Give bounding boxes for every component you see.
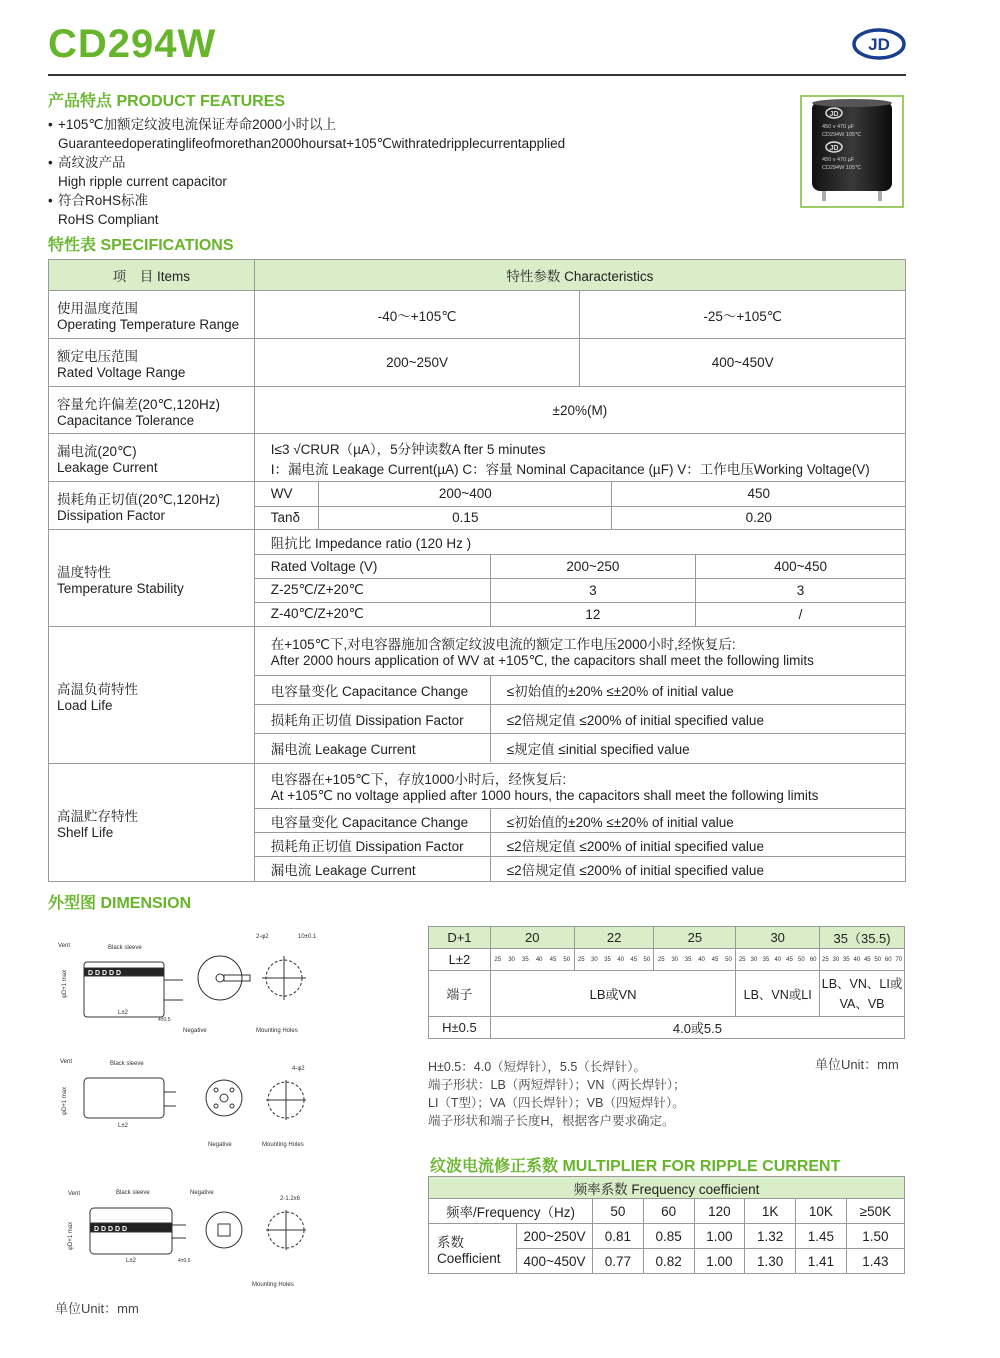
svg-text:Mounting Holes: Mounting Holes xyxy=(256,1028,298,1034)
row-label: 容量允许偏差(20℃,120Hz) Capacitance Tolerance xyxy=(49,387,255,434)
product-photo xyxy=(800,95,904,208)
length-value: 60 xyxy=(809,956,817,963)
coef-cell: 0.81 xyxy=(593,1224,644,1249)
l-label: L±2 xyxy=(429,949,491,971)
freq-label: 频率/Frequency（Hz) xyxy=(429,1199,593,1224)
jd-logo xyxy=(852,28,906,60)
dimension-notes xyxy=(428,1058,908,1130)
product-title: CD294W xyxy=(48,22,217,66)
ts-row-label: Z-40℃/Z+20℃ xyxy=(255,602,490,626)
h-value: 4.0或5.5 xyxy=(490,1017,904,1039)
ripple-table xyxy=(428,1176,905,1274)
length-value: 60 xyxy=(884,956,892,963)
freq-cell: 1K xyxy=(745,1199,796,1224)
diameter-cell: 35（35.5) xyxy=(820,927,905,949)
svg-text:450 v 470 µF: 450 v 470 µF xyxy=(822,157,855,163)
coef-cell: 1.30 xyxy=(745,1249,796,1274)
col-characteristics: 特性参数 Characteristics xyxy=(254,260,905,291)
coef-cell: 1.00 xyxy=(694,1249,745,1274)
svg-text:Negative: Negative xyxy=(208,1142,232,1148)
df-head: 450 xyxy=(612,482,905,506)
svg-text:Black sleeve: Black sleeve xyxy=(110,1061,144,1067)
svg-text:Mounting Holes: Mounting Holes xyxy=(262,1142,304,1148)
coef-cell: 1.32 xyxy=(745,1224,796,1249)
terminal-label: 端子 xyxy=(429,971,491,1017)
specifications-heading: 特性表 SPECIFICATIONS xyxy=(48,237,234,254)
svg-text:4±0.5: 4±0.5 xyxy=(178,1258,191,1264)
features-list xyxy=(48,115,748,229)
ll-key: 损耗角正切值 Dissipation Factor xyxy=(255,704,490,733)
freq-cell: 50 xyxy=(593,1199,644,1224)
dimension-heading: 外型图 DIMENSION xyxy=(48,895,192,912)
coefficient-label: 系数 Coefficient xyxy=(429,1224,517,1274)
row-label: 漏电流(20℃) Leakage Current xyxy=(49,434,255,482)
shelf-life-desc: 电容器在+105℃下，存放1000小时后，经恢复后: At +105℃ no voltage applied after 1000 hours, the capacitors shall meet the following limits xyxy=(255,765,905,809)
svg-text:JD: JD xyxy=(829,111,839,118)
sl-value: ≤初始值的±20% ≤±20% of initial value xyxy=(490,809,905,833)
load-life-desc: 在+105℃下,对电容器施加含额定纹波电流的额定工作电压2000小时,经恢复后: After 2000 hours application of WV at +105℃, the capacitors shall meet the following limits xyxy=(255,628,905,675)
df-subtable-cell xyxy=(254,482,905,530)
ts-value: / xyxy=(798,606,803,622)
feature-item-en: High ripple current capacitor xyxy=(58,174,227,189)
svg-text:Vent: Vent xyxy=(58,943,71,949)
svg-text:Negative: Negative xyxy=(190,1190,214,1196)
cell-value: I≤3 √CRUR（µA），5分钟读数A fter 5 minutes I：漏电流 Leakage Current(µA) C：容量 Nominal Capacitance (µF) V：工作电压Working Voltage(V) xyxy=(254,434,905,482)
sl-key: 漏电流 Leakage Current xyxy=(255,857,490,881)
row-label: 损耗角正切值(20℃,120Hz) Dissipation Factor xyxy=(49,482,255,530)
svg-text:φD+1 max: φD+1 max xyxy=(68,1221,74,1250)
length-value: 45 xyxy=(630,956,638,963)
length-value: 30 xyxy=(508,956,515,963)
length-value: 40 xyxy=(617,956,624,963)
df-value: 0.15 xyxy=(319,506,612,529)
shelf-life-cell xyxy=(254,764,905,882)
svg-text:Vent: Vent xyxy=(68,1191,81,1197)
svg-text:Black sleeve: Black sleeve xyxy=(116,1190,150,1196)
svg-text:Negative: Negative xyxy=(183,1028,207,1034)
length-value: 30 xyxy=(671,956,678,963)
sl-value: ≤2倍规定值 ≤200% of initial specified value xyxy=(490,833,905,857)
note-line: H±0.5：4.0（短焊针），5.5（长焊针）。 xyxy=(428,1060,647,1074)
ts-value: 12 xyxy=(490,602,695,626)
svg-text:Mounting Holes: Mounting Holes xyxy=(252,1282,294,1288)
coef-cell: 1.43 xyxy=(846,1249,904,1274)
coef-cell: 1.00 xyxy=(694,1224,745,1249)
length-value: 30 xyxy=(591,956,598,963)
length-group xyxy=(654,949,736,971)
df-wv: WV xyxy=(255,482,319,506)
diameter-cell: 22 xyxy=(574,927,654,949)
col-items: 项 目 Items xyxy=(49,260,255,291)
impedance-title: 阻抗比 Impedance ratio (120 Hz ) xyxy=(255,530,905,554)
feature-item: • +105℃加额定纹波电流保证寿命2000小时以上 xyxy=(48,117,337,132)
svg-text:Vent: Vent xyxy=(60,1059,73,1065)
features-heading: 产品特点 PRODUCT FEATURES xyxy=(48,93,286,110)
svg-text:L±2: L±2 xyxy=(126,1258,136,1264)
cell-value: 400~450V xyxy=(580,339,906,387)
length-value: 50 xyxy=(797,956,805,963)
coef-cell: 0.82 xyxy=(643,1249,694,1274)
ts-value: 3 xyxy=(696,578,905,602)
sl-key: 电容量变化 Capacitance Change xyxy=(255,809,490,833)
ll-key: 电容量变化 Capacitance Change xyxy=(255,675,490,704)
length-value: 25 xyxy=(738,956,746,963)
row-label: 额定电压范围 Rated Voltage Range xyxy=(49,339,255,387)
terminal-value: LB、VN或LI xyxy=(736,971,820,1017)
length-value: 40 xyxy=(698,956,705,963)
feature-item: • 高纹波产品 xyxy=(48,155,126,170)
svg-text:4-φ2: 4-φ2 xyxy=(292,1066,305,1072)
length-value: 50 xyxy=(725,956,732,963)
sl-key: 损耗角正切值 Dissipation Factor xyxy=(255,833,490,857)
svg-text:L±2: L±2 xyxy=(118,1123,128,1129)
length-group xyxy=(820,949,905,971)
feature-item-en: Guaranteedoperatinglifeofmorethan2000hoursat+105℃withratedripplecurrentapplied xyxy=(58,136,566,151)
length-value: 40 xyxy=(853,956,861,963)
drawing-3 xyxy=(68,1190,306,1288)
length-value: 45 xyxy=(711,956,719,963)
freq-cell: 60 xyxy=(643,1199,694,1224)
length-value: 50 xyxy=(563,956,571,963)
ts-row-label: Z-25℃/Z+20℃ xyxy=(255,578,490,602)
ll-value: ≤规定值 ≤initial specified value xyxy=(506,741,690,757)
freq-cell: ≥50K xyxy=(846,1199,904,1224)
voltage-cell: 200~250V xyxy=(517,1224,593,1249)
length-value: 50 xyxy=(643,956,651,963)
length-value: 40 xyxy=(535,956,543,963)
note-line: LI（T型）；VA（四长焊针）；VB（四短焊针）。 xyxy=(428,1096,685,1110)
length-value: 45 xyxy=(786,956,793,963)
load-life-cell xyxy=(254,627,905,764)
sl-value: ≤2倍规定值 ≤200% of initial specified value xyxy=(506,862,764,878)
length-value: 30 xyxy=(832,956,840,963)
svg-text:D D D D D: D D D D D xyxy=(94,1226,128,1233)
length-value: 35 xyxy=(842,956,850,963)
length-value: 35 xyxy=(604,956,611,963)
drawing-1 xyxy=(58,934,317,1034)
svg-text:L±2: L±2 xyxy=(118,1010,128,1016)
d-label: D+1 xyxy=(429,927,491,949)
length-value: 35 xyxy=(762,956,770,963)
voltage-cell: 400~450V xyxy=(517,1249,593,1274)
df-value: 0.20 xyxy=(745,510,772,526)
diameter-cell: 30 xyxy=(736,927,820,949)
length-value: 50 xyxy=(874,956,882,963)
svg-text:D D D D D: D D D D D xyxy=(88,970,122,977)
coef-cell: 1.41 xyxy=(796,1249,847,1274)
svg-text:Black sleeve: Black sleeve xyxy=(108,945,142,951)
svg-text:CD294W 105℃: CD294W 105℃ xyxy=(822,165,862,171)
ripple-heading: 纹波电流修正系数 MULTIPLIER FOR RIPPLE CURRENT xyxy=(430,1158,841,1175)
unit-label-right: 单位Unit：mm xyxy=(815,1057,899,1072)
cell-value: -25～+105℃ xyxy=(580,291,906,339)
terminal-value: LB或VN xyxy=(490,971,735,1017)
coef-cell: 0.85 xyxy=(643,1224,694,1249)
length-value: 35 xyxy=(684,956,692,963)
cell-value: -40～+105℃ xyxy=(254,291,580,339)
note-line: 端子形状：LB（两短焊针）；VN（两长焊针）； xyxy=(428,1078,686,1092)
svg-text:450 v 470 µF: 450 v 470 µF xyxy=(822,124,855,130)
ll-key: 漏电流 Leakage Current xyxy=(255,733,490,762)
note-line: 端子形状和端子长度H，根据客户要求确定。 xyxy=(428,1114,675,1128)
ll-value: ≤初始值的±20% ≤±20% of initial value xyxy=(490,675,905,704)
cell-value: 200~250V xyxy=(254,339,580,387)
diameter-cell: 20 xyxy=(490,927,574,949)
svg-text:φD+1 max: φD+1 max xyxy=(62,969,68,998)
length-value: 25 xyxy=(494,956,502,963)
length-group xyxy=(490,949,574,971)
length-value: 45 xyxy=(549,956,557,963)
specifications-table xyxy=(48,259,906,882)
length-value: 25 xyxy=(822,956,829,963)
dimension-drawings xyxy=(48,920,418,1300)
freq-cell: 10K xyxy=(796,1199,847,1224)
dimension-table xyxy=(428,926,905,1039)
length-value: 45 xyxy=(863,956,871,963)
title-rule xyxy=(48,74,906,76)
length-value: 30 xyxy=(750,956,758,963)
rated-voltage-label: Rated Voltage (V) xyxy=(255,554,490,578)
df-tan: Tanδ xyxy=(255,506,319,529)
length-group xyxy=(574,949,654,971)
ts-head: 400~450 xyxy=(696,554,905,578)
coef-cell: 0.77 xyxy=(593,1249,644,1274)
length-value: 70 xyxy=(895,956,903,963)
freq-title: 频率系数 Frequency coefficient xyxy=(429,1177,905,1199)
svg-text:4±0.5: 4±0.5 xyxy=(158,1017,171,1023)
row-label: 高温贮存特性 Shelf Life xyxy=(49,764,255,882)
h-label: H±0.5 xyxy=(429,1017,491,1039)
freq-cell: 120 xyxy=(694,1199,745,1224)
svg-text:φD+1 max: φD+1 max xyxy=(62,1086,68,1115)
feature-item: • 符合RoHS标准 xyxy=(48,193,149,208)
length-value: 25 xyxy=(657,956,665,963)
svg-text:2-1.2x6: 2-1.2x6 xyxy=(280,1196,301,1202)
terminal-value: LB、VN、LI或VA、VB xyxy=(820,971,905,1017)
row-label: 温度特性 Temperature Stability xyxy=(49,530,255,627)
svg-text:JD: JD xyxy=(868,35,890,54)
unit-label-left: 单位Unit：mm xyxy=(55,1301,139,1316)
ts-value: 3 xyxy=(490,578,695,602)
row-label: 使用温度范围 Operating Temperature Range xyxy=(49,291,255,339)
ts-head: 200~250 xyxy=(490,554,695,578)
diameter-cell: 25 xyxy=(654,927,736,949)
length-value: 35 xyxy=(522,956,529,963)
svg-text:JD: JD xyxy=(829,145,839,152)
drawing-2 xyxy=(60,1059,306,1148)
ll-value: ≤2倍规定值 ≤200% of initial specified value xyxy=(490,704,905,733)
svg-text:2-φ2: 2-φ2 xyxy=(256,934,269,940)
coef-cell: 1.45 xyxy=(796,1224,847,1249)
df-head: 200~400 xyxy=(319,482,612,506)
feature-item-en: RoHS Compliant xyxy=(58,212,159,227)
coef-cell: 1.50 xyxy=(846,1224,904,1249)
length-group xyxy=(736,949,820,971)
temp-subtable-cell xyxy=(254,530,905,627)
length-value: 25 xyxy=(577,956,585,963)
svg-text:CD294W 105℃: CD294W 105℃ xyxy=(822,132,862,138)
row-label: 高温负荷特性 Load Life xyxy=(49,627,255,764)
length-value: 40 xyxy=(774,956,782,963)
cell-value: ±20%(M) xyxy=(254,387,905,434)
svg-text:10±0.1: 10±0.1 xyxy=(298,934,317,940)
